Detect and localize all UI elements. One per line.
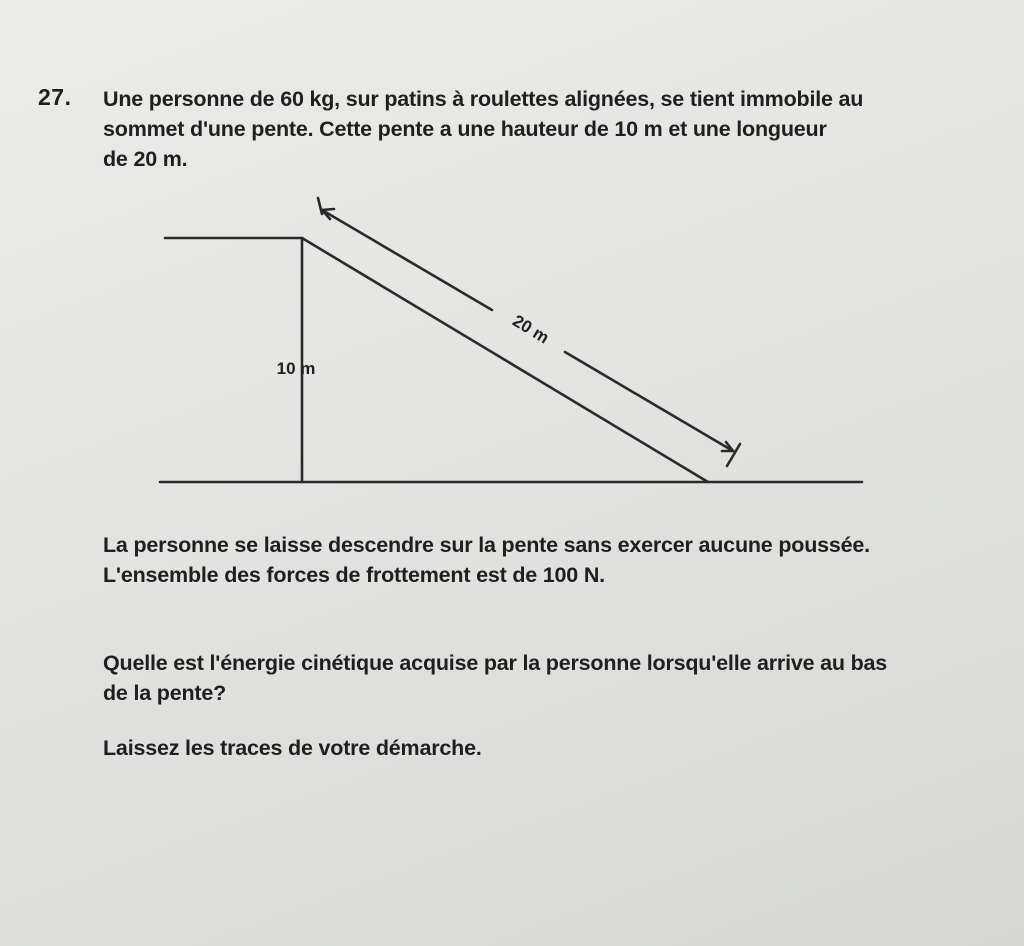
description-line: La personne se laisse descendre sur la pente sans exercer aucune poussée.: [103, 533, 870, 557]
intro-line: sommet d'une pente. Cette pente a une hauteur de 10 m et une longueur: [103, 117, 827, 141]
description-line: L'ensemble des forces de frottement est de 100 N.: [103, 563, 605, 587]
dimension-arrow-lower: [565, 352, 733, 451]
height-label: 10 m: [276, 359, 316, 378]
problem-question: [103, 648, 973, 708]
length-label: 20 m: [509, 311, 553, 348]
dimension-tick-top: [318, 198, 322, 214]
question-number: 27.: [38, 84, 72, 110]
problem-description: [103, 530, 973, 590]
intro-line: de 20 m.: [103, 147, 188, 171]
problem-instruction: Laissez les traces de votre démarche.: [103, 736, 482, 760]
dimension-arrow-upper: [322, 210, 492, 310]
slope-line: [302, 238, 708, 482]
question-line: de la pente?: [103, 681, 227, 705]
question-line: Quelle est l'énergie cinétique acquise par la personne lorsqu'elle arrive au bas: [103, 651, 888, 675]
intro-line: Une personne de 60 kg, sur patins à roulettes alignées, se tient immobile au: [103, 87, 864, 111]
